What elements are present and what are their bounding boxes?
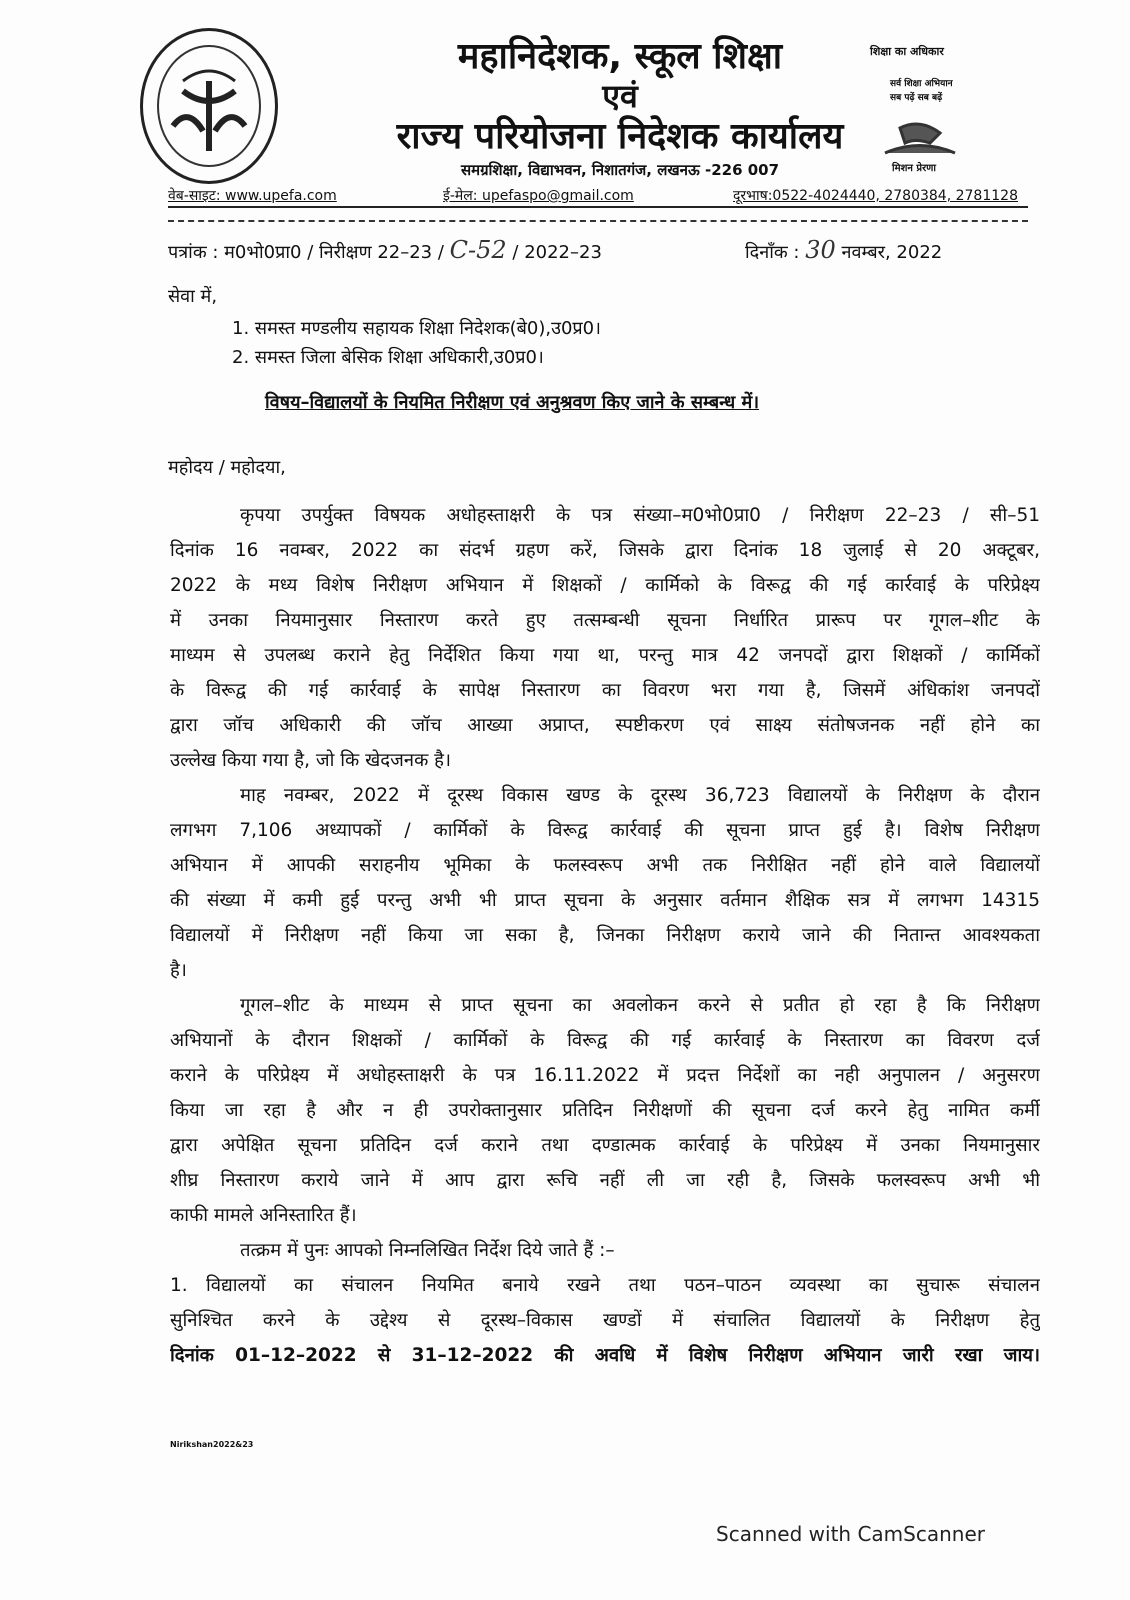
logo-text: शिक्षा का अधिकार	[870, 45, 944, 58]
directive-line: दिनांक 01–12–2022 से 31–12–2022 की अवधि में विशेष निरीक्षण अभियान जारी रखा जाय।	[170, 1345, 1040, 1366]
para2-line: लगभग 7,106 अध्यापकों / कार्मिकों के विरूद्व कार्रवाई की सूचना प्राप्त हुई है। विशेष निरीक्षण	[170, 820, 1040, 841]
para2-line: विद्यालयों में निरीक्षण नहीं किया जा सका है, जिनका निरीक्षण कराये जाने की नितान्त आवश्यकता	[170, 925, 1040, 946]
para1-line: में उनका नियमानुसार निस्तारण करते हुए तत्सम्बन्धी सूचना निर्धारित प्रारूप पर गूगल–शीट के	[170, 610, 1040, 631]
para3-line: अभियानों के दौरान शिक्षकों / कार्मिकों के विरूद्व की गई कार्रवाई के निस्तारण का विवरण दर्ज	[170, 1030, 1040, 1051]
para1-line: उल्लेख किया गया है, जो कि खेदजनक है।	[170, 750, 451, 771]
para1-line: माध्यम से उपलब्ध कराने हेतु निर्देशित किया गया था, परन्तु मात्र 42 जनपदों द्वारा शिक्षकों / कार्मिकों	[170, 645, 1040, 666]
para1-line: के विरूद्व की गई कार्रवाई के सापेक्ष निस्तारण का विवरण भरा गया है, जिसमें अंधिकांश जनपदों	[170, 680, 1040, 701]
book-map-icon	[880, 108, 960, 158]
directive-item	[170, 1268, 1040, 1303]
logo-text: सब पढ़ें सब बढ़ें	[890, 93, 943, 103]
letter-subject: विषय–विद्यालयों के नियमित निरीक्षण एवं अनुश्रवण किए जाने के सम्बन्ध में।	[265, 392, 760, 413]
para3-line: द्वारा अपेक्षित सूचना प्रतिदिन दर्ज कराने तथा दण्डात्मक कार्रवाई के परिप्रेक्ष्य में उनका नियमानुसार	[170, 1135, 1040, 1156]
para4-line: तत्क्रम में पुनः आपको निम्नलिखित निर्देश दिये जाते हैं :–	[240, 1240, 615, 1261]
para1-line: द्वारा जॉच अधिकारी की जॉच आख्या अप्राप्त, स्पष्टीकरण एवं साक्ष्य संतोषजनक नहीं होने का	[170, 715, 1040, 736]
directive-line: सुनिश्चित करने के उद्देश्य से दूरस्थ–विकास खण्डों में संचालित विद्यालयों के निरीक्षण हेतु	[170, 1310, 1040, 1331]
contact-bar	[168, 186, 1028, 208]
ref-suffix: / 2022–23	[512, 242, 602, 263]
website-link[interactable]: वेब-साइट: www.upefa.com	[168, 188, 337, 204]
ref-prefix: पत्रांक : म0भो0प्रा0 / निरीक्षण 22–23 /	[168, 242, 444, 263]
file-code: Nirikshan2022&23	[170, 1440, 254, 1449]
para3-line: गूगल–शीट के माध्यम से प्राप्त सूचना का अवलोकन करने से प्रतीत हो रहा है कि निरीक्षण	[240, 995, 1040, 1016]
salutation: महोदय / महोदया,	[168, 457, 286, 478]
office-title-line3: राज्य परियोजना निदेशक कार्यालय	[396, 116, 844, 157]
mission-logo	[830, 28, 1020, 178]
para1-line: कृपया उपर्युक्त विषयक अधोहस्ताक्षरी के पत्र संख्या–म0भो0प्रा0 / निरीक्षण 22–23 / सी–51	[240, 505, 1040, 526]
para2-line: माह नवम्बर, 2022 में दूरस्थ विकास खण्ड के दूरस्थ 36,723 विद्यालयों के निरीक्षण के दौरान	[240, 785, 1040, 806]
directive-line: विद्यालयों का संचालन नियमित बनाये रखने तथा पठन–पाठन व्यवस्था का सुचारू संचालन	[206, 1275, 1040, 1296]
para2-line: अभियान में आपकी सराहनीय भूमिका के फलस्वरूप अभी तक निरीक्षित नहीं होने वाले विद्यालयों	[170, 855, 1040, 876]
para3-line: कराने के परिप्रेक्ष्य में अधोहस्ताक्षरी के पत्र 16.11.2022 में प्रदत्त निर्देशों का नही अनुपालन / अनुसरण	[170, 1065, 1040, 1086]
directive-number: 1.	[170, 1275, 188, 1296]
para2-line: की संख्या में कमी हुई परन्तु अभी भी प्राप्त सूचना के अनुसार वर्तमान शैक्षिक सत्र में लगभग 14315	[170, 890, 1040, 911]
letter-body	[170, 498, 1040, 1373]
letter-date	[745, 236, 942, 264]
para3-line: काफी मामले अनिस्तारित हैं।	[170, 1205, 357, 1226]
date-suffix: नवम्बर, 2022	[841, 242, 943, 263]
email-link[interactable]: ई-मेल: upefaspo@gmail.com	[443, 188, 634, 204]
para2-line: है।	[170, 960, 187, 981]
divider	[168, 220, 1028, 222]
office-title-line1: महानिदेशक, स्कूल शिक्षा	[457, 36, 783, 77]
para1-line: दिनांक 16 नवम्बर, 2022 का संदर्भ ग्रहण करें, जिसके द्वारा दिनांक 18 जुलाई से 20 अक्टूबर,	[170, 540, 1040, 561]
logo-text: सर्व शिक्षा अभियान	[890, 79, 953, 89]
para3-line: किया जा रहा है और न ही उपरोक्तानुसार प्रतिदिन निरीक्षणों की सूचना दर्ज करने हेतु नामित कर्मी	[170, 1100, 1040, 1121]
addressed-to: सेवा में,	[168, 286, 218, 307]
phone-numbers: दूरभाष:0522-4024440, 2780384, 2781128	[733, 188, 1018, 204]
para1-line: 2022 के मध्य विशेष निरीक्षण अभियान में शिक्षकों / कार्मिको के विरूद्व की गई कार्रवाई के परिप्रेक्ष्य	[170, 575, 1040, 596]
date-handwritten: 30	[805, 236, 836, 264]
para3-line: शीघ्र निस्तारण कराये जाने में आप द्वारा रूचि नहीं ली जा रही है, जिसके फलस्वरूप अभी भी	[170, 1170, 1040, 1191]
recipient: 1. समस्त मण्डलीय सहायक शिक्षा निदेशक(बे0),उ0प्र0।	[232, 318, 601, 339]
office-address: समग्रशिक्षा, विद्याभवन, निशातगंज, लखनऊ -226 007	[460, 161, 780, 179]
office-title-line2: एवं	[602, 77, 638, 115]
up-government-emblem	[140, 28, 278, 184]
recipient: 2. समस्त जिला बेसिक शिक्षा अधिकारी,उ0प्र0।	[232, 347, 544, 368]
reference-number	[168, 236, 602, 264]
logo-text: मिशन प्रेरणा	[892, 163, 937, 174]
ref-handwritten: C-52	[449, 236, 507, 264]
scanner-watermark: Scanned with CamScanner	[716, 1522, 985, 1546]
date-prefix: दिनाँक :	[745, 242, 800, 263]
